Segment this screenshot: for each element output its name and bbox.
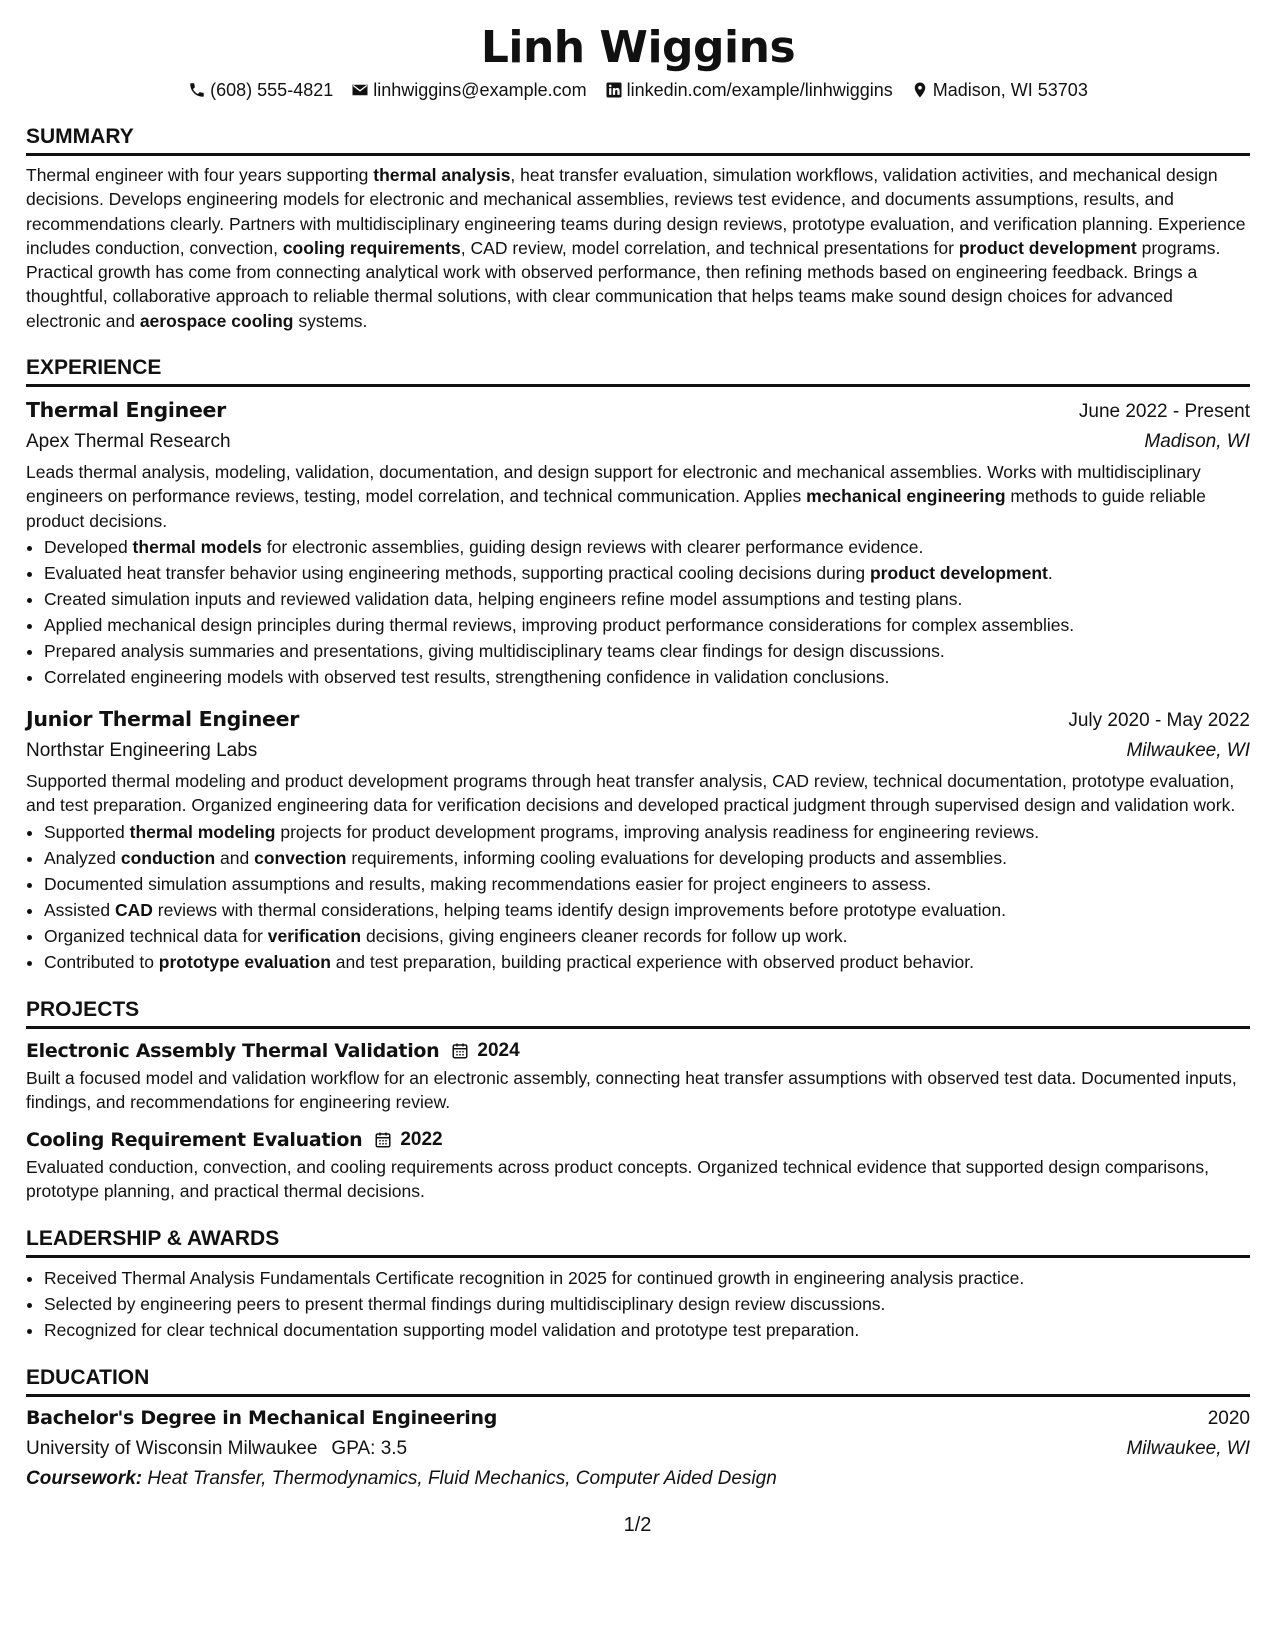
project-name: Cooling Requirement Evaluation — [26, 1129, 363, 1152]
map-pin-icon — [911, 81, 929, 99]
calendar-icon — [374, 1131, 392, 1149]
degree: Bachelor's Degree in Mechanical Engineering — [26, 1406, 498, 1429]
project-description: Evaluated conduction, convection, and cooling requirements across product concepts. Organized technical evidence that supported design comparisons, prototype planning, and practical thermal decisions. — [26, 1157, 1209, 1202]
bullet-item: • Correlated engineering models with observed test results, strengthening confidence in validation conclusions. — [44, 664, 1250, 690]
project-date — [451, 1037, 519, 1065]
contact-phone[interactable] — [188, 78, 333, 102]
coursework-label: Coursework: — [26, 1467, 143, 1489]
project-name: Electronic Assembly Thermal Validation — [26, 1039, 440, 1062]
list-item: • Received Thermal Analysis Fundamentals Certificate recognition in 2025 for continued growth in engineering analysis practice. — [44, 1265, 1250, 1291]
job-company: Northstar Engineering Labs — [26, 739, 258, 761]
job-location: Milwaukee, WI — [1126, 739, 1250, 761]
phone-text: (608) 555-4821 — [210, 80, 334, 100]
summary-section — [26, 124, 1250, 333]
job-bullets — [26, 819, 1250, 975]
contact-email[interactable] — [351, 78, 586, 102]
bullet-item: • Supported thermal modeling projects for product development programs, improving analysis readiness for engineering reviews. — [44, 819, 1250, 845]
coursework — [26, 1464, 1250, 1494]
leadership-heading: LEADERSHIP & AWARDS — [26, 1226, 1250, 1258]
project-date — [374, 1126, 442, 1154]
project-entry — [26, 1126, 1250, 1204]
coursework-list: Heat Transfer, Thermodynamics, Fluid Mechanics, Computer Aided Design — [147, 1467, 777, 1489]
job-title: Thermal Engineer — [26, 398, 226, 423]
school-location: Milwaukee, WI — [1126, 1437, 1250, 1459]
project-year: 2022 — [400, 1129, 443, 1151]
bullet-item: • Created simulation inputs and reviewed validation data, helping engineers refine model assumptions and testing plans. — [44, 586, 1250, 612]
contact-linkedin[interactable] — [605, 78, 893, 102]
bullet-item: • Developed thermal models for electronic assemblies, guiding design reviews with clearer performance evidence. — [44, 534, 1250, 560]
bullet-item: • Analyzed conduction and convection requirements, informing cooling evaluations for developing products and assemblies. — [44, 845, 1250, 871]
contact-location — [911, 78, 1088, 102]
education-heading: EDUCATION — [26, 1365, 1250, 1397]
bullet-item: • Evaluated heat transfer behavior using engineering methods, supporting practical cooling decisions during product development. — [44, 560, 1250, 586]
gpa: GPA: 3.5 — [331, 1437, 408, 1459]
job-entry — [26, 704, 1250, 975]
list-item: • Selected by engineering peers to present thermal findings during multidisciplinary design review discussions. — [44, 1291, 1250, 1317]
leadership-list — [26, 1265, 1250, 1343]
job-bullets — [26, 534, 1250, 690]
summary-heading: SUMMARY — [26, 124, 1250, 156]
job-description: Supported thermal modeling and product development programs through heat transfer analysis, CAD review, technical documentation, prototype evaluation, and test preparation. Organized engineering data for verification decisions and developed practical judgment through supervised design and validation work. — [26, 770, 1236, 816]
summary-text: Thermal engineer with four years supporting thermal analysis, heat transfer evaluation, simulation workflows, validation activities, and mechanical design decisions. Develops engineering models for electronic and mechanical assemblies, reviews test evidence, and documents assumptions, results, and recommendations clearly. Partners with multidisciplinary engineering teams during design reviews, prototype evaluation, and verification planning. Experience includes conduction, convection, cooling requirements, CAD review, model correlation, and technical presentations for product development programs. Practical growth has come from connecting analytical work with observed performance, then refining methods based on engineering feedback. Brings a thoughtful, collaborative approach to reliable thermal solutions, with clear communication that helps teams make sound design choices for advanced electronic and aerospace cooling systems. — [26, 165, 1246, 331]
job-description: Leads thermal analysis, modeling, validation, documentation, and design support for electronic and mechanical assemblies. Works with multidisciplinary engineers on performance reviews, testing, model correlation, and technical communication. Applies mechanical engineering methods to guide reliable product decisions. — [26, 462, 1206, 531]
list-item: • Recognized for clear technical documentation supporting model validation and prototype test preparation. — [44, 1317, 1250, 1343]
job-dates: June 2022 - Present — [1078, 401, 1250, 423]
bullet-item: • Organized technical data for verification decisions, giving engineers cleaner records for follow up work. — [44, 923, 1250, 949]
projects-heading: PROJECTS — [26, 997, 1250, 1029]
bullet-item: • Documented simulation assumptions and results, making recommendations easier for project engineers to assess. — [44, 871, 1250, 897]
location-text: Madison, WI 53703 — [932, 80, 1088, 100]
experience-section — [26, 355, 1250, 974]
envelope-icon — [351, 81, 369, 99]
linkedin-icon — [605, 81, 623, 99]
projects-section — [26, 997, 1250, 1204]
experience-heading: EXPERIENCE — [26, 355, 1250, 387]
job-location: Madison, WI — [1144, 431, 1250, 453]
phone-icon — [188, 81, 206, 99]
job-company: Apex Thermal Research — [26, 431, 231, 453]
job-dates: July 2020 - May 2022 — [1068, 709, 1250, 731]
calendar-icon — [451, 1042, 469, 1060]
job-entry — [26, 395, 1250, 690]
project-entry — [26, 1037, 1250, 1115]
project-description: Built a focused model and validation workflow for an electronic assembly, connecting heat transfer assumptions with observed test data. Documented inputs, findings, and recommendations for engineering review. — [26, 1067, 1237, 1112]
leadership-section — [26, 1226, 1250, 1343]
candidate-name: Linh Wiggins — [480, 22, 796, 73]
bullet-item: • Applied mechanical design principles during thermal reviews, improving product performance considerations for complex assemblies. — [44, 612, 1250, 638]
bullet-item: • Contributed to prototype evaluation and test preparation, building practical experience with observed product behavior. — [44, 949, 1250, 975]
resume-page — [26, 22, 1250, 1494]
school-info — [26, 1434, 407, 1464]
page-number: 1/2 — [623, 1514, 652, 1536]
linkedin-text: linkedin.com/example/linhwiggins — [626, 80, 893, 100]
project-year: 2024 — [477, 1039, 520, 1061]
bullet-item: • Assisted CAD reviews with thermal considerations, helping teams identify design improvements before prototype evaluation. — [44, 897, 1250, 923]
education-section — [26, 1365, 1250, 1494]
graduation-year: 2020 — [1207, 1407, 1250, 1429]
school-name: University of Wisconsin Milwaukee — [26, 1437, 318, 1459]
bullet-item: • Prepared analysis summaries and presentations, giving multidisciplinary teams clear findings for design discussions. — [44, 638, 1250, 664]
contact-bar — [26, 78, 1250, 102]
email-text: linhwiggins@example.com — [373, 80, 587, 100]
job-title: Junior Thermal Engineer — [26, 706, 300, 731]
